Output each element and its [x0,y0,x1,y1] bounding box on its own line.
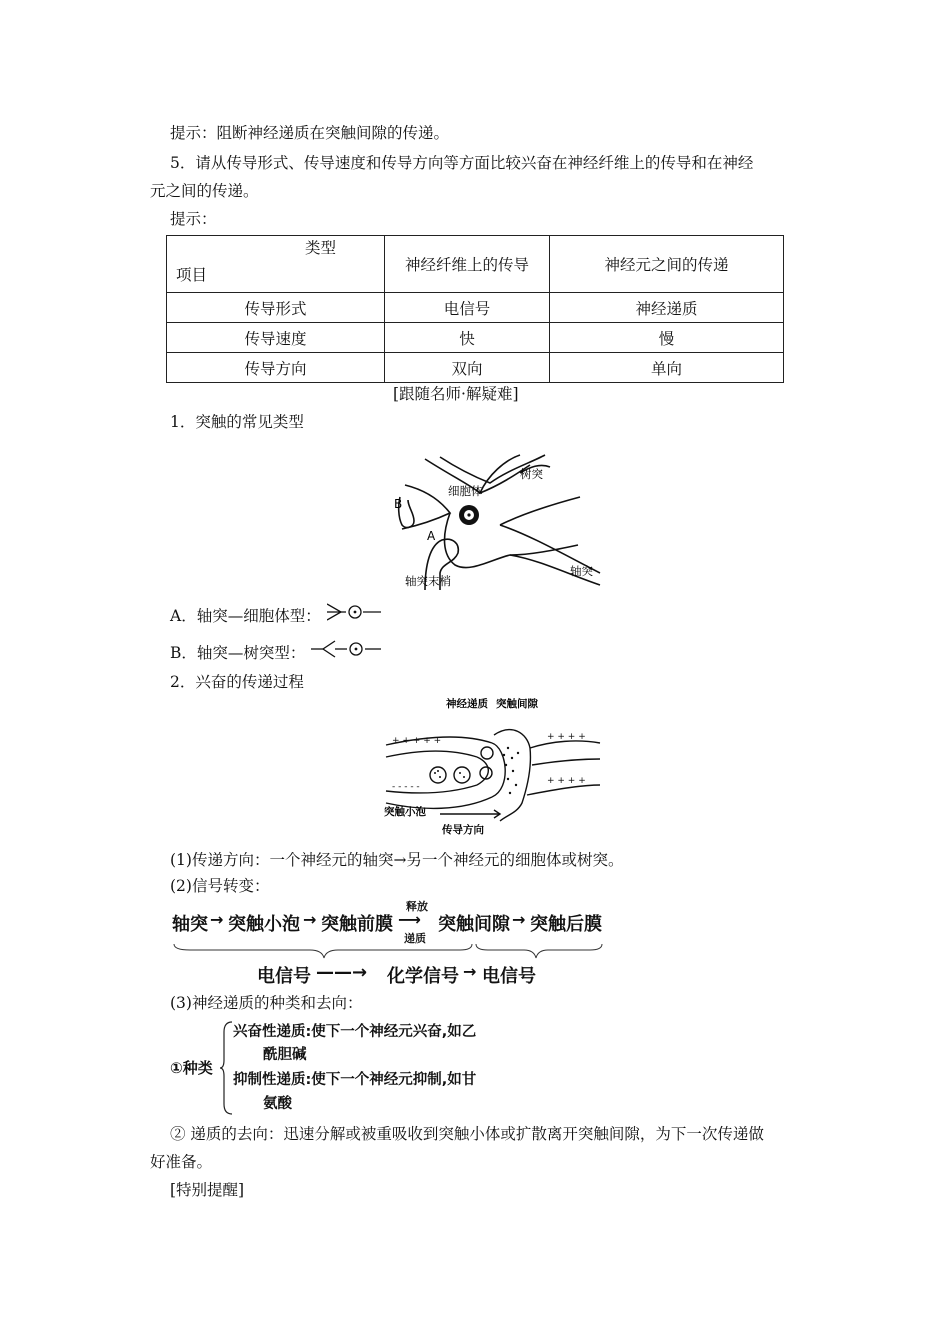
table-row [167,323,784,353]
table-cell: 单向 [550,353,784,383]
transmitter-types-label: (3)神经递质的种类和去向： [170,994,363,1012]
corner-item-label: 项目 [176,266,208,284]
arrow-long: ——→ [316,962,368,983]
synapse-types-title: 1．突触的常见类型 [170,413,304,431]
arrow-1: → [210,910,224,929]
transmission-title: 2．兴奋的传递过程 [170,673,304,691]
excitatory-line1: 兴奋性递质:使下一个神经元兴奋,如乙 [233,1024,477,1040]
axon-dendrite-symbol [311,639,383,659]
table-row [167,293,784,323]
neuron-synapse-figure [380,445,610,595]
arrow-3: ⟶ [398,910,421,929]
signal-change-label: (2)信号转变： [170,877,270,895]
signal-electric-1: 电信号 [257,966,311,987]
comparison-table [166,235,784,383]
table-corner-cell [167,236,385,293]
label-dendrite: 树突 [520,467,543,481]
axon-soma-symbol [327,602,383,622]
inhibitory-line1: 抑制性递质:使下一个神经元抑制,如甘 [233,1072,477,1088]
svg-text:+ + + + +: + + + + + [392,736,442,746]
type-a-label: A．轴突—细胞体型： [170,607,321,625]
hint-answer-4: 提示：阻断神经递质在突触间隙的传递。 [170,124,450,142]
release-label: 释放 [406,900,428,913]
transmitter-fate-line1: ② 递质的去向：迅速分解或被重吸收到突触小体或扩散离开突触间隙，为下一次传递做 [170,1125,764,1143]
label-axon: 轴突 [570,564,593,578]
label-axon-terminal: 轴突末梢 [405,574,451,588]
label-neurotransmitter: 神经递质 [446,698,488,710]
table-cell: 传导形式 [167,293,385,323]
node-vesicle: 突触小泡 [228,914,300,935]
node-axon: 轴突 [172,914,208,935]
synapse-transmission-figure [382,693,604,841]
column-header-fiber: 神经纤维上的传导 [385,236,550,293]
table-header-row [167,236,784,293]
svg-text:- - - - -: - - - - - [392,782,420,792]
transmitter-fate-line2: 好准备。 [150,1153,213,1171]
signal-chemical: 化学信号 [387,966,459,987]
table-row [167,353,784,383]
kinds-label: ①种类 [170,1059,213,1077]
svg-text:+ + + +: + + + + [547,776,586,786]
node-cleft: 突触间隙 [438,914,510,935]
hint-label: 提示： [170,210,217,228]
column-header-synapse: 神经元之间的传递 [550,236,784,293]
question-5-line1: 5．请从传导形式、传导速度和传导方向等方面比较兴奋在神经纤维上的传导和在神经 [170,154,754,172]
label-b: B [394,497,403,511]
inhibitory-line2: 氨酸 [263,1096,292,1112]
svg-text:+ + + +: + + + + [547,732,586,742]
type-b-label: B．轴突—树突型： [170,644,306,662]
label-direction: 传导方向 [442,824,484,836]
arrow-5: → [463,962,477,981]
signal-conversion-diagram [170,898,610,988]
table-cell: 神经递质 [550,293,784,323]
corner-type-label: 类型 [304,239,336,257]
section-title: [跟随名师·解疑难] [393,385,519,403]
table-cell: 慢 [550,323,784,353]
direction-paragraph: (1)传递方向：一个神经元的轴突→另一个神经元的细胞体或树突。 [170,851,624,869]
table-cell: 快 [385,323,550,353]
signal-braces [170,942,610,962]
node-postsynaptic: 突触后膜 [530,914,602,935]
signal-electric-2: 电信号 [482,966,536,987]
label-cell-body: 细胞体 [448,484,483,498]
arrow-4: → [512,910,526,929]
excitatory-line2: 酰胆碱 [263,1047,307,1063]
table-cell: 传导速度 [167,323,385,353]
node-presynaptic: 突触前膜 [321,914,393,935]
table-cell: 电信号 [385,293,550,323]
arrow-2: → [303,910,317,929]
special-reminder: [特别提醒] [170,1181,245,1199]
table-cell: 双向 [385,353,550,383]
table-cell: 传导方向 [167,353,385,383]
label-a: A [427,529,436,543]
transmitter-label: 递质 [404,932,426,945]
label-cleft: 突触间隙 [496,698,538,710]
kinds-brace [220,1020,234,1116]
question-5-line2: 元之间的传递。 [150,182,259,200]
label-vesicle: 突触小泡 [384,806,426,818]
